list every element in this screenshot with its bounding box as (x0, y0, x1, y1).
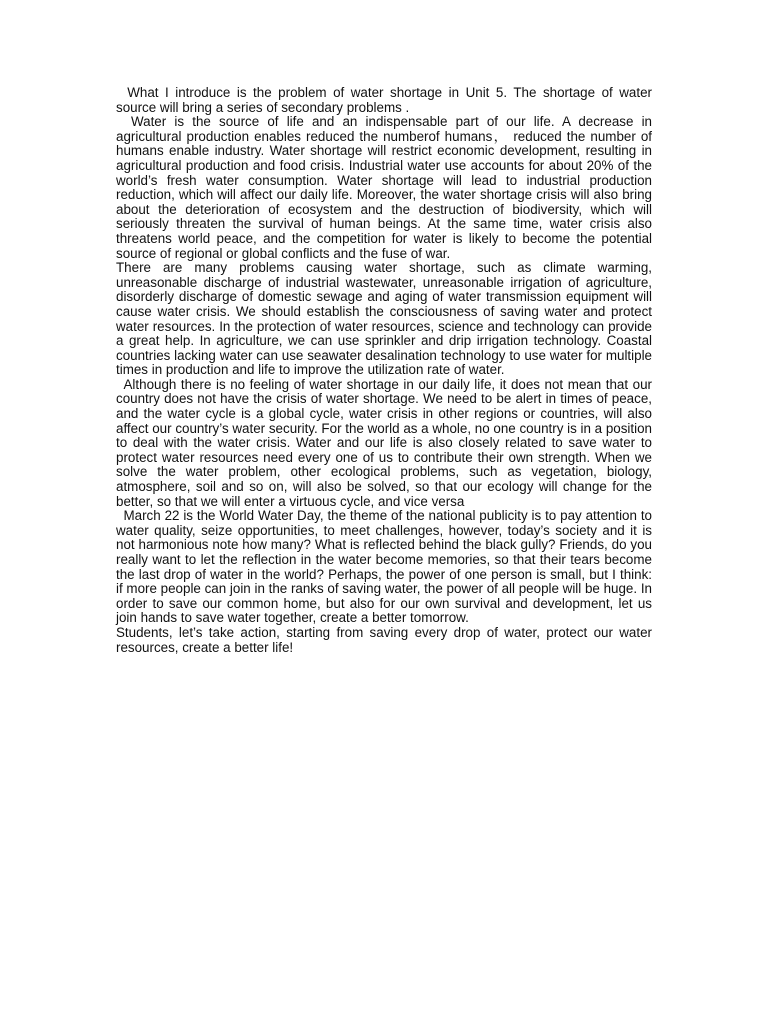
paragraph-intro: What I introduce is the problem of water shortage in Unit 5. The shortage of water source will bring a series of secondary problems . (116, 85, 652, 115)
paragraph-importance: Water is the source of life and an indispensable part of our life. A decrease in agricultural production enables reduced the numberof humans， reduced the number of humans enable industry. Water shortage will restrict economic development, resulting in agricultural production and food crisis. Industrial water use accounts for about 20% of the world’s fresh water consumption. Water shortage will lead to industrial production reduction, which will affect our daily life. Moreover, the water shortage crisis will also bring about the deterioration of ecosystem and the destruction of biodiversity, which will seriously threaten the survival of human beings. At the same time, water crisis also threatens world peace, and the competition for water is likely to become the potential source of regional or global conflicts and the fuse of war. (116, 114, 652, 261)
document-body (116, 86, 652, 655)
paragraph-causes: There are many problems causing water shortage, such as climate warming, unreasonable discharge of industrial wastewater, unreasonable irrigation of agriculture, disorderly discharge of domestic sewage and aging of water transmission equipment will cause water crisis. We should establish the consciousness of saving water and protect water resources. In the protection of water resources, science and technology can provide a great help. In agriculture, we can use sprinkler and drip irrigation technology. Coastal countries lacking water can use seawater desalination technology to use water for multiple times in production and life to improve the utilization rate of water. (116, 260, 652, 378)
paragraph-world-water-day: March 22 is the World Water Day, the theme of the national publicity is to pay attention to water quality, seize opportunities, to meet challenges, however, today’s society and it is not harmonious note how many? What is reflected behind the black gully? Friends, do you really want to let the reflection in the water become memories, so that their tears become the last drop of water in the world? Perhaps, the power of one person is small, but I think: if more people can join in the ranks of saving water, the power of all people will be huge. In order to save our common home, but also for our own survival and development, let us join hands to save water together, create a better tomorrow. (116, 508, 652, 626)
paragraph-call-to-action: Students, let’s take action, starting from saving every drop of water, protect our water resources, create a better life! (116, 624, 652, 655)
paragraph-awareness: Although there is no feeling of water shortage in our daily life, it does not mean that our country does not have the crisis of water shortage. We need to be alert in times of peace, and the water cycle is a global cycle, water crisis in other regions or countries, will also affect our country’s water security. For the world as a whole, no one country is in a position to deal with the water crisis. Water and our life is also closely related to save water to protect water resources need every one of us to contribute their own strength. When we solve the water problem, other ecological problems, such as vegetation, biology, atmosphere, soil and so on, will also be solved, so that our ecology will change for the better, so that we will enter a virtuous cycle, and vice versa (116, 376, 652, 509)
